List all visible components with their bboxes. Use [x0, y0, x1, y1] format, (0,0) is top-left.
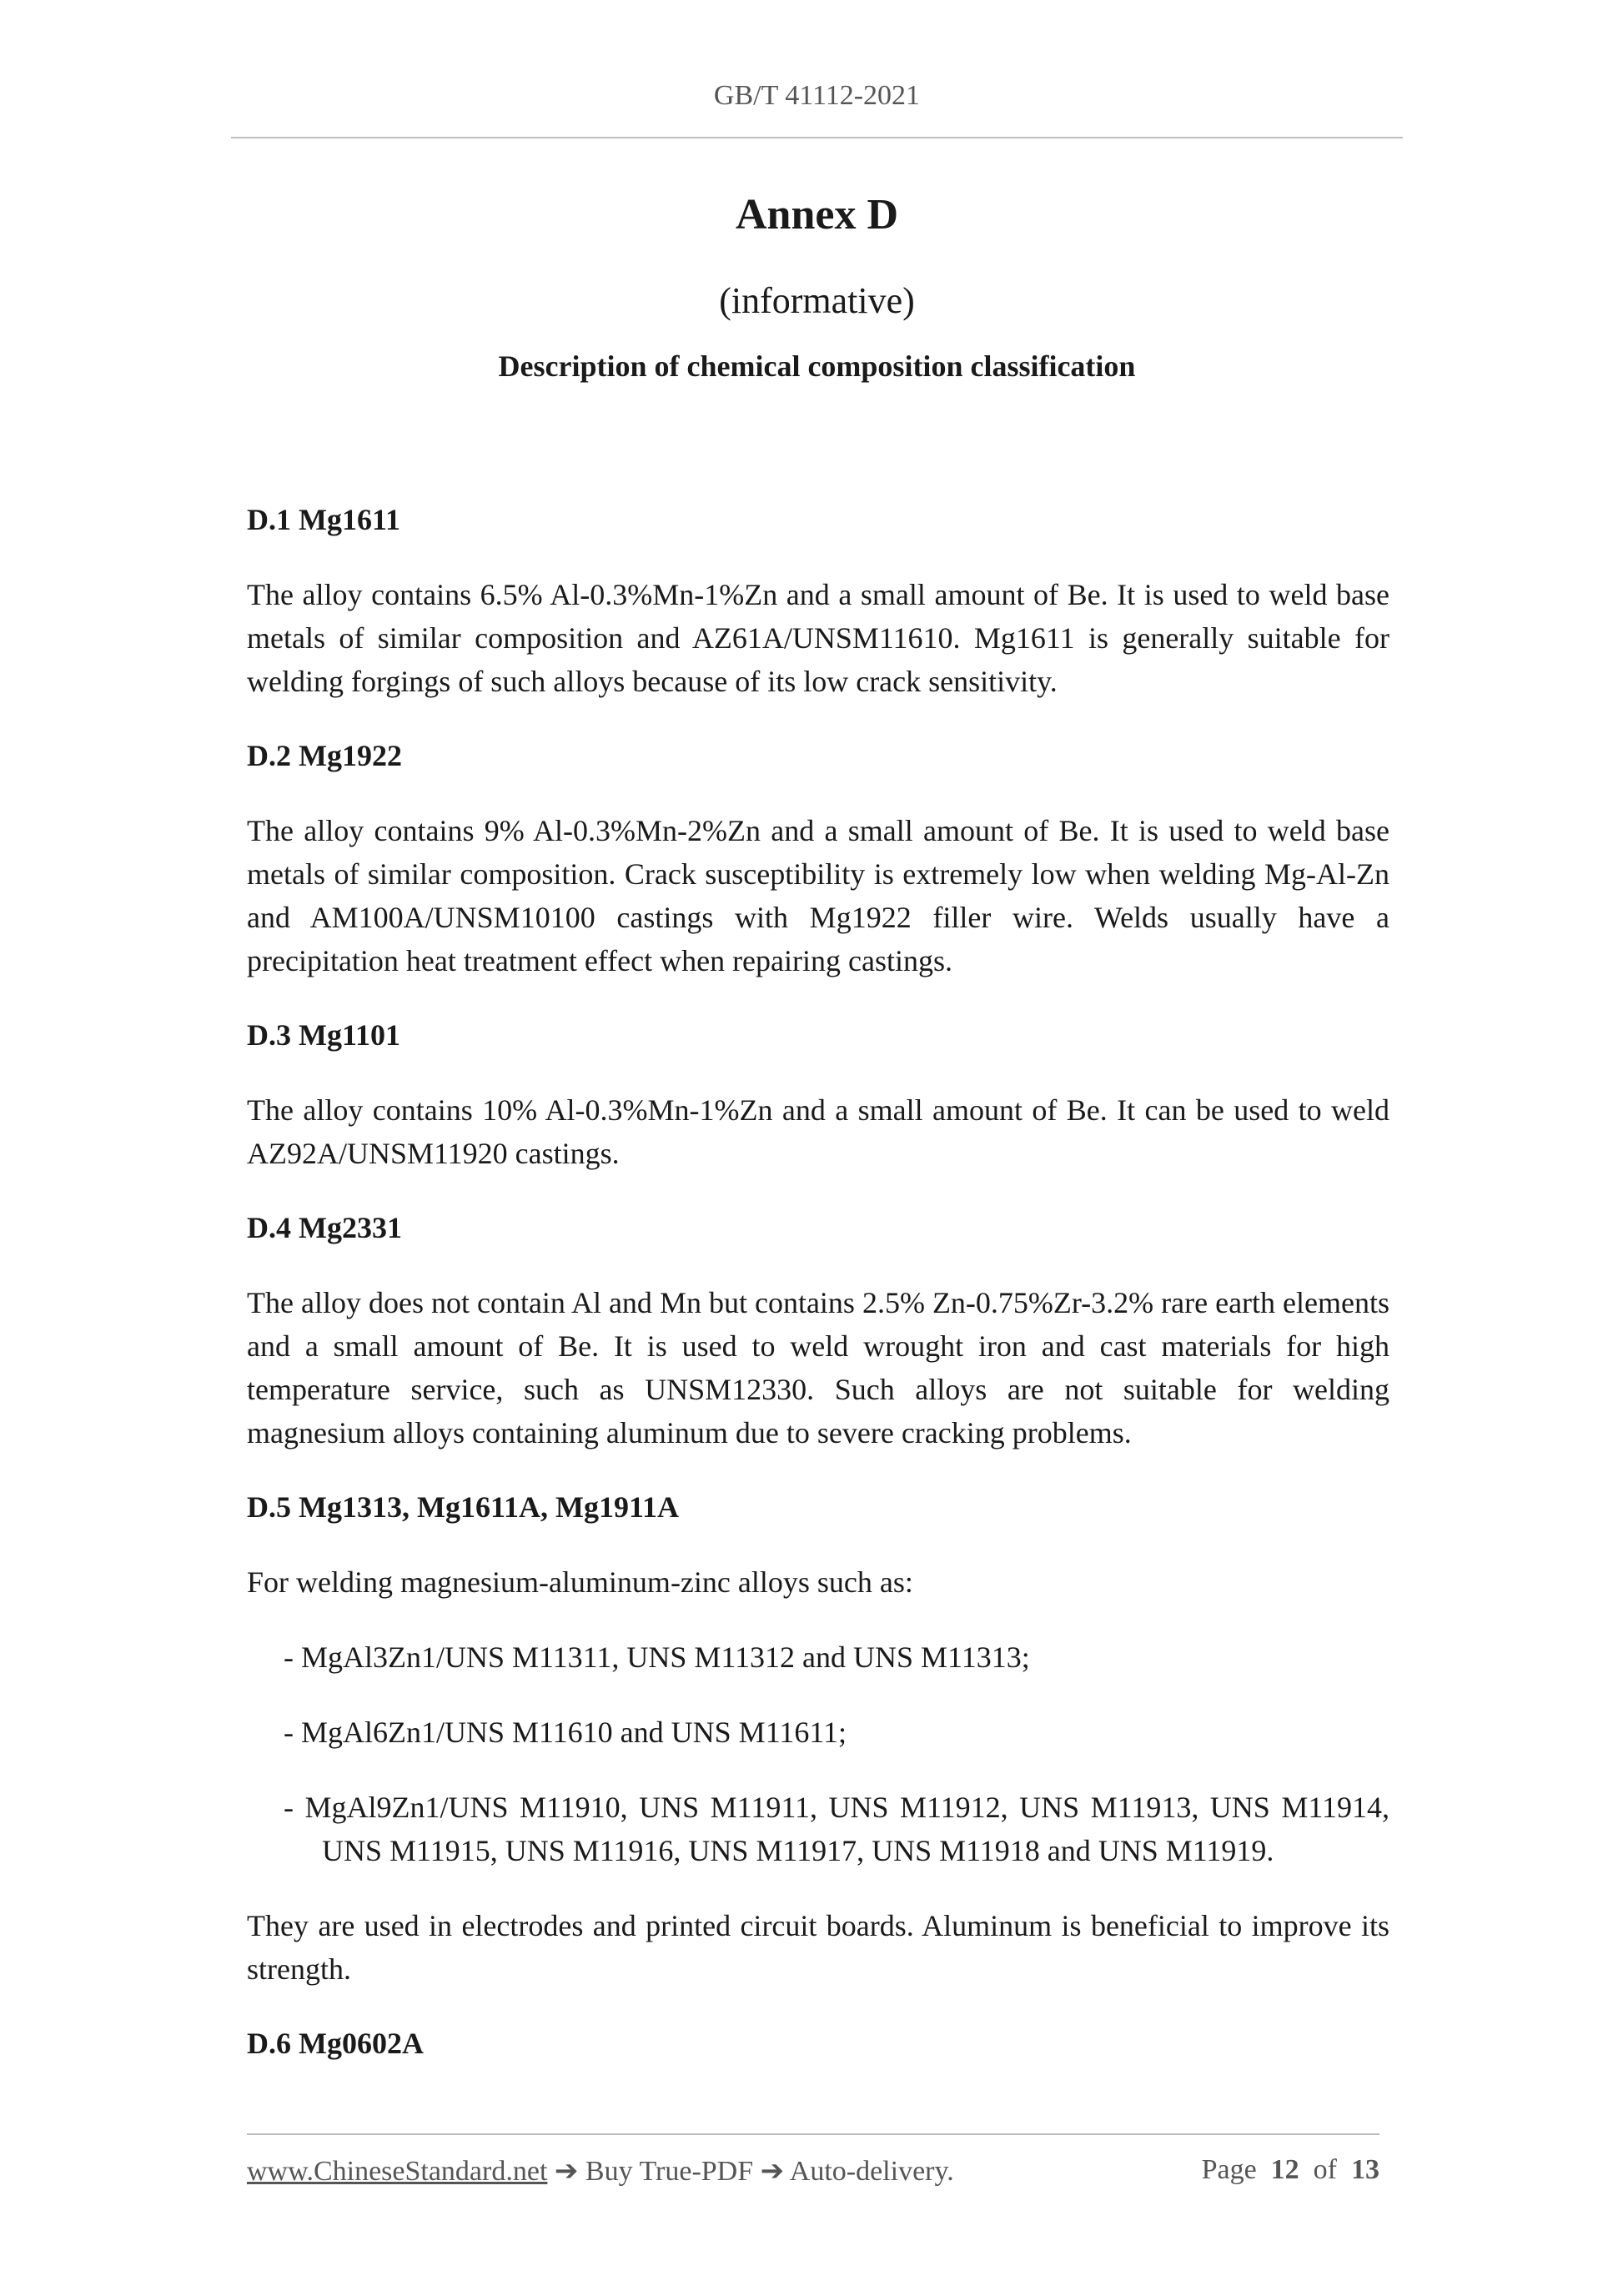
section-text-d4: The alloy does not contain Al and Mn but contains 2.5% Zn-0.75%Zr-3.2% rare earth elements and a small amount of Be. It is used to weld wrought iron and cast materials for high temperature service, such as UNSM12330. Such alloys are not suitable for welding magnesium alloys containing aluminum due to severe cracking problems.	[247, 1286, 1389, 1449]
arrow-right-icon: ➔	[554, 2156, 579, 2187]
section-text-d2: The alloy contains 9% Al-0.3%Mn-2%Zn and a small amount of Be. It is used to weld base metals of similar composition. Crack susceptibility is extremely low when welding Mg-Al-Zn and AM100A/UNSM10100 castings with Mg1922 filler wire. Welds usually have a precipitation heat treatment effect when repairing castings.	[247, 814, 1389, 977]
section-heading-d3: D.3 Mg1101	[247, 1018, 400, 1052]
header-divider	[231, 137, 1403, 138]
page-total: 13	[1351, 2154, 1379, 2185]
page-current: 12	[1270, 2154, 1299, 2185]
annex-title: Annex D	[735, 191, 899, 239]
site-link[interactable]: www.ChineseStandard.net	[247, 2156, 548, 2187]
page-label: Page	[1201, 2154, 1257, 2185]
section-text-d1: The alloy contains 6.5% Al-0.3%Mn-1%Zn and a small amount of Be. It is used to weld base metals of similar composition and AZ61A/UNSM11610. Mg1611 is generally suitable for welding forgings of such alloys because of its low crack sensitivity.	[247, 578, 1389, 698]
list-item: - MgAl9Zn1/UNS M11910, UNS M11911, UNS M11912, UNS M11913, UNS M11914, UNS M11915, UNS M11916, UNS M11917, UNS M11918 and UNS M11919.	[284, 1791, 1389, 1867]
section-heading-d1: D.1 Mg1611	[247, 503, 400, 536]
section-heading-d5: D.5 Mg1313, Mg1611A, Mg1911A	[247, 1490, 679, 1524]
list-item: - MgAl6Zn1/UNS M11610 and UNS M11611;	[284, 1716, 847, 1749]
page-number	[1202, 2154, 1379, 2186]
section-heading-d6: D.6 Mg0602A	[247, 2027, 424, 2060]
auto-delivery-text: Auto-delivery.	[789, 2156, 954, 2187]
annex-content	[247, 498, 1389, 2065]
annex-description: Description of chemical composition classification	[498, 349, 1136, 383]
section-intro-d5: For welding magnesium-aluminum-zinc alloys such as:	[247, 1565, 913, 1599]
arrow-right-icon: ➔	[760, 2156, 785, 2187]
section-heading-d4: D.4 Mg2331	[247, 1211, 402, 1244]
footer-divider	[247, 2133, 1379, 2135]
section-closing-d5: They are used in electrodes and printed circuit boards. Aluminum is beneficial to improve its strength.	[247, 1909, 1389, 1986]
page-of-label: of	[1313, 2154, 1337, 2185]
buy-pdf-text: Buy True-PDF	[585, 2156, 754, 2187]
annex-type: (informative)	[719, 280, 915, 321]
footer-promo	[247, 2154, 954, 2188]
section-heading-d2: D.2 Mg1922	[247, 739, 402, 772]
section-text-d3: The alloy contains 10% Al-0.3%Mn-1%Zn and a small amount of Be. It can be used to weld AZ92A/UNSM11920 castings.	[247, 1093, 1389, 1170]
document-header: GB/T 41112-2021	[713, 80, 921, 111]
list-item: - MgAl3Zn1/UNS M11311, UNS M11312 and UNS M11313;	[284, 1640, 1030, 1674]
